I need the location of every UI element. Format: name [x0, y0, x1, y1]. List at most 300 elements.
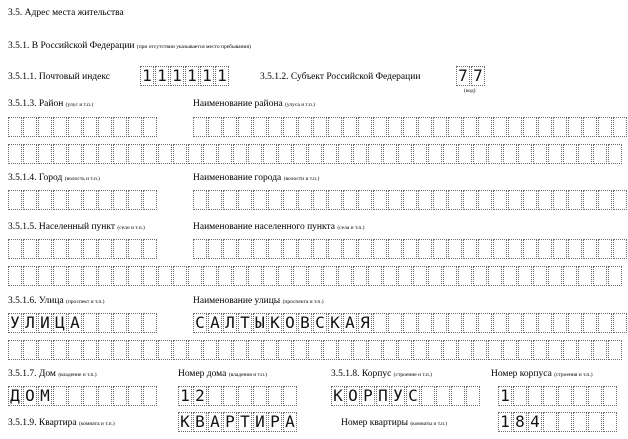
street-type-field[interactable]	[8, 313, 157, 333]
char-cell[interactable]	[173, 340, 187, 360]
char-cell[interactable]	[128, 117, 142, 137]
char-cell[interactable]	[128, 386, 142, 406]
char-cell[interactable]	[353, 340, 367, 360]
char-cell[interactable]: Л	[23, 313, 37, 333]
char-cell[interactable]	[143, 386, 157, 406]
char-cell[interactable]	[68, 239, 82, 259]
char-cell[interactable]	[208, 117, 222, 137]
char-cell[interactable]	[143, 340, 157, 360]
char-cell[interactable]	[338, 266, 352, 286]
char-cell[interactable]	[353, 144, 367, 164]
char-cell[interactable]	[283, 386, 297, 406]
char-cell[interactable]	[98, 117, 112, 137]
char-cell[interactable]	[608, 266, 622, 286]
char-cell[interactable]	[613, 313, 627, 333]
char-cell[interactable]	[113, 144, 127, 164]
locality-type-field[interactable]	[8, 239, 157, 259]
char-cell[interactable]: Т	[238, 412, 252, 432]
char-cell[interactable]	[238, 386, 252, 406]
char-cell[interactable]: 7	[471, 66, 485, 86]
char-cell[interactable]	[98, 190, 112, 210]
char-cell[interactable]	[143, 313, 157, 333]
char-cell[interactable]: У	[391, 386, 405, 406]
char-cell[interactable]	[578, 340, 592, 360]
char-cell[interactable]: У	[8, 313, 22, 333]
char-cell[interactable]	[478, 190, 492, 210]
char-cell[interactable]	[523, 239, 537, 259]
char-cell[interactable]: А	[68, 313, 82, 333]
char-cell[interactable]	[113, 190, 127, 210]
locality-name-line2-field[interactable]	[8, 266, 622, 286]
char-cell[interactable]	[278, 340, 292, 360]
char-cell[interactable]	[328, 239, 342, 259]
char-cell[interactable]	[83, 266, 97, 286]
char-cell[interactable]	[68, 266, 82, 286]
char-cell[interactable]	[143, 144, 157, 164]
locality-name-field[interactable]	[193, 239, 627, 259]
char-cell[interactable]	[83, 313, 97, 333]
char-cell[interactable]	[558, 386, 572, 406]
char-cell[interactable]	[428, 340, 442, 360]
char-cell[interactable]: О	[346, 386, 360, 406]
char-cell[interactable]	[8, 340, 22, 360]
char-cell[interactable]	[278, 144, 292, 164]
char-cell[interactable]	[53, 386, 67, 406]
char-cell[interactable]	[503, 340, 517, 360]
char-cell[interactable]	[323, 340, 337, 360]
char-cell[interactable]: Р	[361, 386, 375, 406]
char-cell[interactable]	[568, 313, 582, 333]
char-cell[interactable]: 1	[170, 66, 184, 86]
char-cell[interactable]	[383, 340, 397, 360]
char-cell[interactable]	[508, 313, 522, 333]
char-cell[interactable]	[458, 144, 472, 164]
char-cell[interactable]	[283, 190, 297, 210]
char-cell[interactable]	[143, 190, 157, 210]
char-cell[interactable]	[98, 144, 112, 164]
char-cell[interactable]	[38, 144, 52, 164]
apartment-number-field[interactable]	[498, 412, 617, 432]
char-cell[interactable]	[593, 266, 607, 286]
char-cell[interactable]	[443, 340, 457, 360]
char-cell[interactable]	[538, 313, 552, 333]
char-cell[interactable]	[128, 144, 142, 164]
char-cell[interactable]	[603, 412, 617, 432]
char-cell[interactable]	[518, 144, 532, 164]
char-cell[interactable]	[128, 340, 142, 360]
char-cell[interactable]	[83, 386, 97, 406]
char-cell[interactable]	[573, 386, 587, 406]
char-cell[interactable]	[448, 239, 462, 259]
char-cell[interactable]	[38, 340, 52, 360]
char-cell[interactable]	[583, 190, 597, 210]
char-cell[interactable]	[403, 190, 417, 210]
char-cell[interactable]	[418, 190, 432, 210]
city-type-field[interactable]	[8, 190, 157, 210]
char-cell[interactable]	[238, 117, 252, 137]
char-cell[interactable]	[263, 266, 277, 286]
char-cell[interactable]: Ы	[253, 313, 267, 333]
char-cell[interactable]	[223, 239, 237, 259]
char-cell[interactable]	[68, 144, 82, 164]
char-cell[interactable]	[403, 239, 417, 259]
char-cell[interactable]	[563, 144, 577, 164]
char-cell[interactable]	[463, 190, 477, 210]
char-cell[interactable]: М	[38, 386, 52, 406]
char-cell[interactable]	[23, 266, 37, 286]
char-cell[interactable]	[233, 144, 247, 164]
char-cell[interactable]	[218, 144, 232, 164]
char-cell[interactable]	[568, 117, 582, 137]
char-cell[interactable]: 8	[513, 412, 527, 432]
char-cell[interactable]	[508, 117, 522, 137]
char-cell[interactable]	[8, 190, 22, 210]
char-cell[interactable]	[83, 190, 97, 210]
char-cell[interactable]	[388, 117, 402, 137]
char-cell[interactable]	[23, 117, 37, 137]
char-cell[interactable]	[173, 144, 187, 164]
char-cell[interactable]: А	[208, 313, 222, 333]
char-cell[interactable]: 1	[215, 66, 229, 86]
char-cell[interactable]	[293, 266, 307, 286]
char-cell[interactable]: П	[376, 386, 390, 406]
char-cell[interactable]	[598, 190, 612, 210]
char-cell[interactable]	[388, 190, 402, 210]
char-cell[interactable]: И	[38, 313, 52, 333]
char-cell[interactable]: Р	[223, 412, 237, 432]
char-cell[interactable]	[53, 144, 67, 164]
char-cell[interactable]: 2	[193, 386, 207, 406]
char-cell[interactable]	[328, 117, 342, 137]
char-cell[interactable]	[208, 190, 222, 210]
char-cell[interactable]	[98, 386, 112, 406]
char-cell[interactable]	[373, 190, 387, 210]
char-cell[interactable]	[583, 313, 597, 333]
char-cell[interactable]	[523, 190, 537, 210]
char-cell[interactable]	[173, 266, 187, 286]
char-cell[interactable]	[473, 340, 487, 360]
char-cell[interactable]	[83, 144, 97, 164]
char-cell[interactable]	[553, 190, 567, 210]
char-cell[interactable]	[433, 117, 447, 137]
char-cell[interactable]	[23, 144, 37, 164]
char-cell[interactable]	[8, 266, 22, 286]
city-name-field[interactable]	[193, 190, 627, 210]
region-code-field[interactable]	[456, 66, 485, 86]
char-cell[interactable]	[308, 340, 322, 360]
char-cell[interactable]	[263, 144, 277, 164]
char-cell[interactable]: А	[208, 412, 222, 432]
char-cell[interactable]	[253, 386, 267, 406]
char-cell[interactable]	[188, 340, 202, 360]
char-cell[interactable]	[543, 412, 557, 432]
char-cell[interactable]	[518, 340, 532, 360]
char-cell[interactable]	[328, 190, 342, 210]
char-cell[interactable]	[523, 117, 537, 137]
char-cell[interactable]	[268, 117, 282, 137]
char-cell[interactable]	[388, 239, 402, 259]
char-cell[interactable]	[68, 190, 82, 210]
char-cell[interactable]	[113, 313, 127, 333]
char-cell[interactable]	[563, 266, 577, 286]
char-cell[interactable]	[128, 266, 142, 286]
street-name-field[interactable]	[193, 313, 627, 333]
char-cell[interactable]	[428, 266, 442, 286]
char-cell[interactable]	[613, 239, 627, 259]
char-cell[interactable]: О	[23, 386, 37, 406]
char-cell[interactable]: 1	[178, 386, 192, 406]
char-cell[interactable]	[53, 266, 67, 286]
char-cell[interactable]	[193, 239, 207, 259]
char-cell[interactable]	[518, 266, 532, 286]
char-cell[interactable]	[313, 239, 327, 259]
char-cell[interactable]	[8, 239, 22, 259]
char-cell[interactable]	[603, 386, 617, 406]
char-cell[interactable]	[128, 190, 142, 210]
char-cell[interactable]	[568, 190, 582, 210]
char-cell[interactable]	[8, 117, 22, 137]
char-cell[interactable]	[448, 190, 462, 210]
char-cell[interactable]	[478, 239, 492, 259]
char-cell[interactable]	[248, 266, 262, 286]
char-cell[interactable]	[373, 313, 387, 333]
house-type-field[interactable]	[8, 386, 157, 406]
char-cell[interactable]	[368, 266, 382, 286]
char-cell[interactable]	[23, 340, 37, 360]
char-cell[interactable]	[268, 190, 282, 210]
char-cell[interactable]: Л	[223, 313, 237, 333]
char-cell[interactable]	[533, 340, 547, 360]
char-cell[interactable]: В	[193, 412, 207, 432]
char-cell[interactable]	[403, 313, 417, 333]
char-cell[interactable]	[143, 266, 157, 286]
char-cell[interactable]	[223, 386, 237, 406]
char-cell[interactable]	[488, 340, 502, 360]
char-cell[interactable]	[398, 340, 412, 360]
char-cell[interactable]: Я	[358, 313, 372, 333]
char-cell[interactable]	[548, 144, 562, 164]
district-type-field[interactable]	[8, 117, 157, 137]
char-cell[interactable]	[263, 340, 277, 360]
char-cell[interactable]	[128, 239, 142, 259]
char-cell[interactable]	[533, 266, 547, 286]
district-name-line2-field[interactable]	[8, 144, 622, 164]
char-cell[interactable]	[543, 386, 557, 406]
char-cell[interactable]	[298, 190, 312, 210]
char-cell[interactable]	[38, 239, 52, 259]
char-cell[interactable]	[588, 412, 602, 432]
char-cell[interactable]	[268, 386, 282, 406]
char-cell[interactable]	[218, 266, 232, 286]
char-cell[interactable]	[113, 340, 127, 360]
char-cell[interactable]: Р	[268, 412, 282, 432]
char-cell[interactable]: 1	[498, 412, 512, 432]
char-cell[interactable]: Т	[238, 313, 252, 333]
char-cell[interactable]	[463, 313, 477, 333]
char-cell[interactable]	[583, 239, 597, 259]
char-cell[interactable]	[208, 239, 222, 259]
char-cell[interactable]	[253, 190, 267, 210]
char-cell[interactable]	[538, 117, 552, 137]
char-cell[interactable]	[588, 386, 602, 406]
char-cell[interactable]	[418, 239, 432, 259]
char-cell[interactable]: С	[406, 386, 420, 406]
char-cell[interactable]	[493, 190, 507, 210]
char-cell[interactable]: И	[253, 412, 267, 432]
char-cell[interactable]	[413, 266, 427, 286]
char-cell[interactable]	[343, 117, 357, 137]
char-cell[interactable]: Д	[8, 386, 22, 406]
char-cell[interactable]: 1	[140, 66, 154, 86]
char-cell[interactable]	[113, 239, 127, 259]
char-cell[interactable]: 1	[498, 386, 512, 406]
char-cell[interactable]	[23, 190, 37, 210]
char-cell[interactable]	[493, 117, 507, 137]
char-cell[interactable]	[448, 313, 462, 333]
char-cell[interactable]	[466, 386, 480, 406]
postal-code-field[interactable]	[140, 66, 229, 86]
char-cell[interactable]	[38, 190, 52, 210]
char-cell[interactable]	[308, 266, 322, 286]
char-cell[interactable]	[383, 266, 397, 286]
char-cell[interactable]	[548, 340, 562, 360]
char-cell[interactable]	[428, 144, 442, 164]
char-cell[interactable]	[418, 313, 432, 333]
char-cell[interactable]	[343, 239, 357, 259]
char-cell[interactable]: 1	[155, 66, 169, 86]
char-cell[interactable]: А	[283, 412, 297, 432]
char-cell[interactable]	[568, 239, 582, 259]
char-cell[interactable]	[143, 239, 157, 259]
char-cell[interactable]	[458, 266, 472, 286]
building-number-field[interactable]	[498, 386, 617, 406]
char-cell[interactable]	[53, 239, 67, 259]
char-cell[interactable]	[578, 266, 592, 286]
char-cell[interactable]	[508, 190, 522, 210]
char-cell[interactable]: К	[328, 313, 342, 333]
char-cell[interactable]	[493, 313, 507, 333]
char-cell[interactable]	[473, 266, 487, 286]
char-cell[interactable]	[338, 144, 352, 164]
char-cell[interactable]	[283, 239, 297, 259]
char-cell[interactable]	[193, 190, 207, 210]
district-name-field[interactable]	[193, 117, 627, 137]
char-cell[interactable]	[278, 266, 292, 286]
char-cell[interactable]	[598, 239, 612, 259]
char-cell[interactable]	[298, 239, 312, 259]
char-cell[interactable]	[53, 117, 67, 137]
char-cell[interactable]	[443, 144, 457, 164]
char-cell[interactable]	[578, 144, 592, 164]
char-cell[interactable]	[463, 117, 477, 137]
char-cell[interactable]	[598, 117, 612, 137]
char-cell[interactable]	[608, 340, 622, 360]
char-cell[interactable]	[553, 239, 567, 259]
char-cell[interactable]	[68, 117, 82, 137]
char-cell[interactable]	[413, 144, 427, 164]
house-number-field[interactable]	[178, 386, 297, 406]
char-cell[interactable]	[593, 340, 607, 360]
char-cell[interactable]	[478, 117, 492, 137]
char-cell[interactable]	[421, 386, 435, 406]
char-cell[interactable]	[238, 239, 252, 259]
char-cell[interactable]	[193, 117, 207, 137]
char-cell[interactable]	[433, 313, 447, 333]
char-cell[interactable]	[203, 340, 217, 360]
char-cell[interactable]: К	[331, 386, 345, 406]
char-cell[interactable]	[488, 266, 502, 286]
char-cell[interactable]: К	[178, 412, 192, 432]
char-cell[interactable]	[593, 144, 607, 164]
char-cell[interactable]	[233, 266, 247, 286]
char-cell[interactable]	[443, 266, 457, 286]
char-cell[interactable]	[23, 239, 37, 259]
char-cell[interactable]	[353, 266, 367, 286]
char-cell[interactable]	[248, 144, 262, 164]
char-cell[interactable]	[373, 239, 387, 259]
char-cell[interactable]	[38, 266, 52, 286]
char-cell[interactable]	[203, 266, 217, 286]
char-cell[interactable]: Ц	[53, 313, 67, 333]
char-cell[interactable]	[503, 266, 517, 286]
char-cell[interactable]	[298, 117, 312, 137]
char-cell[interactable]	[463, 239, 477, 259]
char-cell[interactable]	[113, 117, 127, 137]
char-cell[interactable]	[553, 313, 567, 333]
char-cell[interactable]	[398, 144, 412, 164]
char-cell[interactable]	[223, 117, 237, 137]
char-cell[interactable]	[253, 239, 267, 259]
char-cell[interactable]	[188, 266, 202, 286]
char-cell[interactable]: 1	[185, 66, 199, 86]
char-cell[interactable]	[68, 340, 82, 360]
char-cell[interactable]	[53, 340, 67, 360]
char-cell[interactable]	[533, 144, 547, 164]
char-cell[interactable]	[613, 190, 627, 210]
char-cell[interactable]	[558, 412, 572, 432]
char-cell[interactable]	[83, 340, 97, 360]
char-cell[interactable]	[208, 386, 222, 406]
char-cell[interactable]	[613, 117, 627, 137]
char-cell[interactable]	[493, 239, 507, 259]
char-cell[interactable]	[253, 117, 267, 137]
char-cell[interactable]	[83, 117, 97, 137]
char-cell[interactable]: 7	[456, 66, 470, 86]
char-cell[interactable]	[313, 190, 327, 210]
char-cell[interactable]: С	[193, 313, 207, 333]
char-cell[interactable]	[143, 117, 157, 137]
char-cell[interactable]	[563, 340, 577, 360]
char-cell[interactable]	[83, 239, 97, 259]
char-cell[interactable]	[478, 313, 492, 333]
char-cell[interactable]	[538, 190, 552, 210]
char-cell[interactable]	[188, 144, 202, 164]
char-cell[interactable]	[433, 190, 447, 210]
char-cell[interactable]	[53, 190, 67, 210]
char-cell[interactable]	[113, 386, 127, 406]
char-cell[interactable]	[248, 340, 262, 360]
char-cell[interactable]: А	[343, 313, 357, 333]
char-cell[interactable]	[98, 239, 112, 259]
char-cell[interactable]: С	[313, 313, 327, 333]
char-cell[interactable]	[98, 340, 112, 360]
char-cell[interactable]	[403, 117, 417, 137]
char-cell[interactable]	[451, 386, 465, 406]
char-cell[interactable]	[113, 266, 127, 286]
char-cell[interactable]	[383, 144, 397, 164]
char-cell[interactable]	[448, 117, 462, 137]
char-cell[interactable]	[368, 340, 382, 360]
